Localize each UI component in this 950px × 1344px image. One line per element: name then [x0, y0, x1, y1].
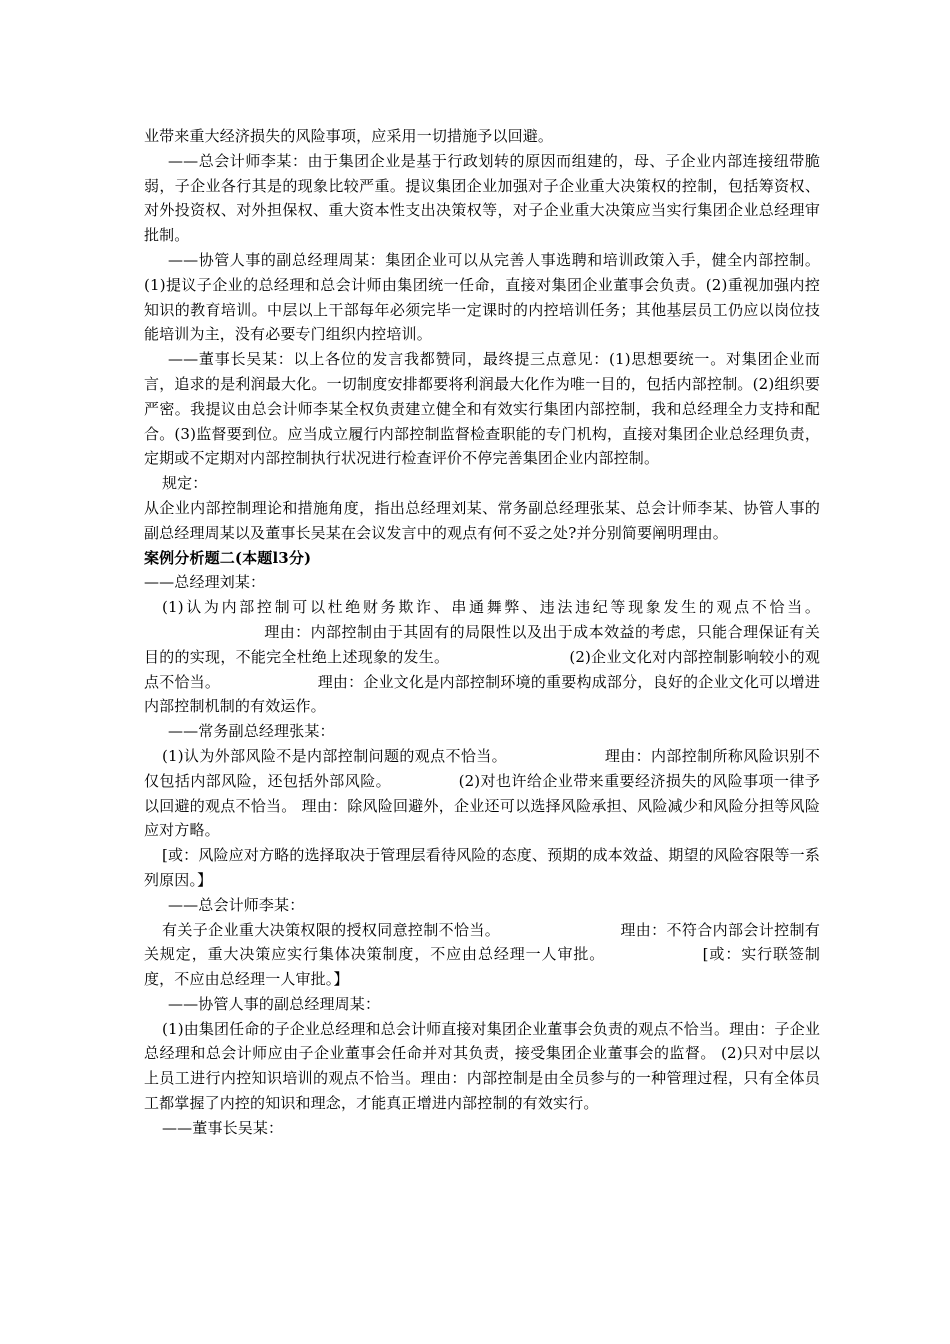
- answer-reason: 理由：不符合内部会计控制有关规定，重大决策应实行集体决策制度，不应由总经理一人审批。: [144, 920, 820, 964]
- paragraph-vp-hr-zhou: ——协管人事的副总经理周某：集团企业可以从完善人事选聘和培训政策入手，健全内部控制。(1)提议子企业的总经理和总会计师由集团统一任命，直接对集团企业董事会负责。(2)重视加强内控知识的教育培训。中层以上干部每年必须完毕一定课时的内控培训任务；其他基层员工仍应以岗位技能培训为主，没有必要专门组织内控培训。: [144, 250, 820, 344]
- answer-evp-zhang-label: ——常务副总经理张某：: [168, 722, 335, 741]
- paragraph-requirements-label: 规定：: [162, 474, 208, 493]
- answer-chief-accountant-li-label: ——总会计师李某：: [168, 895, 305, 914]
- section-heading-case-two: 案例分析题二(本题l3分): [144, 548, 312, 567]
- paragraph-chief-accountant-li: ——总会计师李某：由于集团企业是基于行政划转的原因而组建的，母、子企业内部连接纽带脆弱，子企业各行其是的现象比较严重。提议集团企业加强对子企业重大决策权的控制，包括筹资权、对外投资权、对外担保权、重大资本性支出决策权等，对子企业重大决策应当实行集团企业总经理审批制。: [144, 151, 820, 245]
- answer-point: (2)对也许给企业带来重要经济损失的风险事项一律予以回避的观点不恰当。: [144, 771, 821, 815]
- document-page: [144, 124, 820, 1141]
- answer-chief-accountant-li: [144, 918, 820, 992]
- answer-point: (2)只对中层以上员工进行内控知识培训的观点不恰当。理由：内部控制是由全员参与的一种管理过程，只有全体员工都掌握了内控的知识和理念，才能真正增进内部控制的有效实行。: [144, 1044, 820, 1113]
- answer-gm-liu: [144, 595, 820, 719]
- answer-reason: 理由：除风险回避外，企业还可以选择风险承担、风险减少和风险分担等风险应对方略。: [144, 796, 820, 840]
- answer-alt: [或：实行联签制度，不应由总经理一人审批。】: [144, 945, 820, 989]
- answer-chairman-wu-label: ——董事长吴某：: [162, 1118, 284, 1137]
- paragraph-chairman-wu: ——董事长吴某：以上各位的发言我都赞同，最终提三点意见：(1)思想要统一。对集团企业而言，追求的是利润最大化。一切制度安排都要将利润最大化作为唯一目的，包括内部控制。(2)组织要严密。我提议由总会计师李某全权负责建立健全和有效实行集团内部控制，我和总经理全力支持和配合。(3)监督要到位。应当成立履行内部控制监督检查职能的专门机构，直接对集团企业总经理负责，定期或不定期对内部控制执行状况进行检查评价不停完善集团企业内部控制。: [144, 350, 820, 468]
- answer-point: (1)认为内部控制可以杜绝财务欺诈、串通舞弊、违法违纪等现象发生的观点不恰当。: [162, 598, 820, 617]
- answer-gm-liu-label: ——总经理刘某：: [144, 573, 266, 592]
- paragraph-continuation: 业带来重大经济损失的风险事项，应采用一切措施予以回避。: [144, 127, 554, 145]
- paragraph-requirements: 从企业内部控制理论和措施角度，指出总经理刘某、常务副总经理张某、总会计师李某、协管人事的副总经理周某以及董事长吴某在会议发言中的观点有何不妥之处?并分别简要阐明理由。: [144, 498, 820, 542]
- answer-point: (1)由集团任命的子企业总经理和总会计师直接对集团企业董事会负责的观点不恰当。理由：子企业总经理和总会计师应由子企业董事会任命并对其负责，接受集团企业董事会的监督。: [144, 1019, 821, 1063]
- answer-point: (2)企业文化对内部控制影响较小的观点不恰当。: [144, 647, 820, 691]
- answer-point: 有关子企业重大决策权限的授权同意控制不恰当。: [162, 920, 501, 939]
- answer-evp-zhang: [144, 744, 820, 843]
- answer-vp-hr-zhou: [144, 1017, 820, 1116]
- answer-point: (1)认为外部风险不是内部控制问题的观点不恰当。: [162, 746, 508, 765]
- answer-vp-hr-zhou-label: ——协管人事的副总经理周某：: [168, 994, 381, 1013]
- answer-evp-zhang-alt: [或：风险应对方略的选择取决于管理层看待风险的态度、预期的成本效益、期望的风险容限等一系列原因。】: [144, 846, 820, 889]
- answer-reason: 理由：内部控制由于其固有的局限性以及出于成本效益的考虑，只能合理保证有关目的的实现，不能完全杜绝上述现象的发生。: [144, 622, 820, 666]
- answer-reason: 理由：内部控制所称风险识别不仅包括内部风险，还包括外部风险。: [144, 746, 820, 790]
- answer-reason: 理由：企业文化是内部控制环境的重要构成部分，良好的企业文化可以增进内部控制机制的有效运作。: [144, 672, 820, 716]
